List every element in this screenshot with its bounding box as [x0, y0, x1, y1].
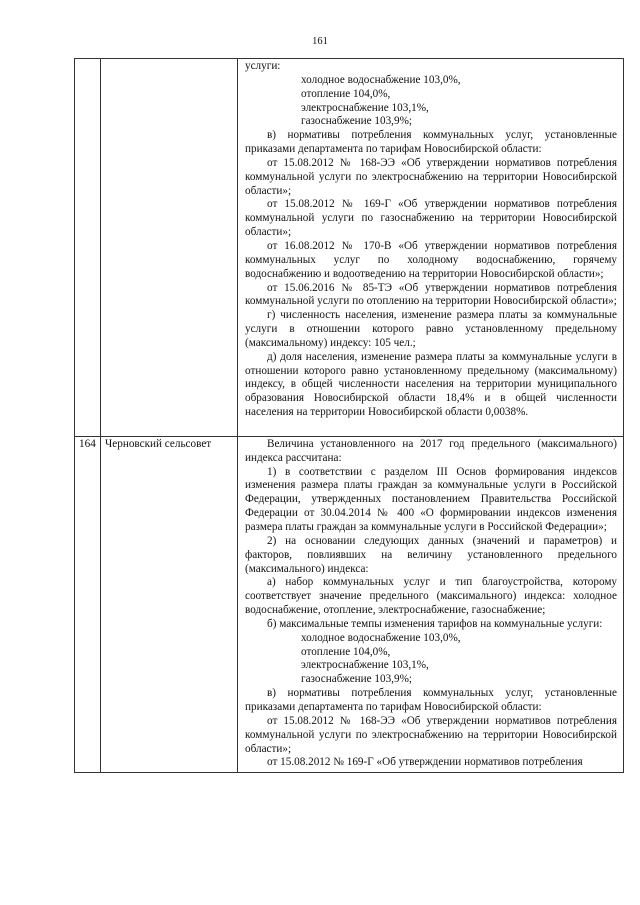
table-row — [75, 59, 624, 437]
paragraph: от 15.08.2012 № 168-ЭЭ «Об утверждении нормативов потребления коммунальной услуги по электроснабжению на территории Новосибирской области»; — [245, 156, 617, 197]
paragraph: от 15.06.2016 № 85-ТЭ «Об утверждении нормативов потребления коммунальной услуги по отоплению на территории Новосибирской области»; — [245, 281, 617, 308]
paragraph: в) нормативы потребления коммунальных услуг, установленные приказами департамента по тарифам Новосибирской области: — [245, 129, 617, 156]
row-number-cell — [75, 436, 101, 772]
paragraph: электроснабжение 103,1%, — [301, 101, 429, 114]
paragraph: холодное водоснабжение 103,0%, — [301, 73, 461, 86]
row-content-cell — [238, 436, 624, 772]
paragraph: 1) в соответствии с разделом III Основ формирования индексов изменения размера платы граждан за коммунальные услуги в Российской Федерации, утвержденных постановлением Правительства Российской Федерации от 30.04.2014 № 400 «О формировании индексов изменения размера платы граждан за коммунальные услуги в Российской Федерации»; — [245, 465, 617, 533]
row-name-cell — [101, 436, 238, 772]
cell-text — [238, 59, 623, 422]
paragraph: Величина установленного на 2017 год предельного (максимального) индекса рассчитана: — [245, 437, 617, 464]
cell-text — [238, 437, 623, 772]
row-number: 164 — [79, 437, 96, 450]
paragraph: б) максимальные темпы изменения тарифов на коммунальные услуги: — [267, 617, 603, 630]
paragraph: отопление 104,0%, — [301, 645, 391, 658]
paragraph: от 15.08.2012 № 169-Г «Об утверждении нормативов потребления — [267, 756, 583, 769]
paragraph: от 15.08.2012 № 169-Г «Об утверждении нормативов потребления коммунальной услуги по газоснабжению на территории Новосибирской области»; — [245, 198, 617, 239]
paragraph: д) доля населения, изменение размера платы за коммунальные услуги в отношении которого равно установленному предельному (максимальному) индексу, в общей численности населения на территории муниципального образования Новосибирской области 18,4% и в общей численности населения на территории Новосибирской области 0,0038%. — [245, 350, 617, 419]
paragraph: от 16.08.2012 № 170-В «Об утверждении нормативов потребления коммунальных услуг по холодному водоснабжению, горячему водоснабжению и водоотведению на территории Новосибирской области»; — [245, 239, 617, 280]
paragraph: услуги: — [245, 60, 281, 72]
paragraph: газоснабжение 103,9%; — [301, 673, 412, 686]
municipality-name: Черновский сельсовет — [105, 437, 212, 450]
document-table — [74, 58, 624, 773]
row-name-cell — [101, 59, 238, 437]
paragraph: электроснабжение 103,1%, — [301, 659, 429, 672]
paragraph: в) нормативы потребления коммунальных услуг, установленные приказами департамента по тарифам Новосибирской области: — [245, 687, 617, 713]
page-number: 161 — [312, 36, 328, 47]
paragraph: отопление 104,0%, — [301, 87, 391, 100]
paragraph: г) численность населения, изменение размера платы за коммунальные услуги в отношении которого равно установленному предельному (максимальному) индексу: 105 чел.; — [245, 309, 617, 349]
paragraph: а) набор коммунальных услуг и тип благоустройства, которому соответствует значение предельного (максимального) индекса: холодное водоснабжение, отопление, электроснабжение, газоснабжение; — [245, 576, 617, 617]
paragraph: холодное водоснабжение 103,0%, — [301, 631, 461, 644]
row-content-cell — [238, 59, 624, 437]
paragraph: от 15.08.2012 № 168-ЭЭ «Об утверждении нормативов потребления коммунальной услуги по электроснабжению на территории Новосибирской области»; — [245, 714, 617, 755]
table-row — [75, 436, 624, 772]
row-number-cell — [75, 59, 101, 437]
paragraph: 2) на основании следующих данных (значений и параметров) и факторов, повлиявших на величину установленного предельного (максимального) индекса: — [245, 534, 617, 575]
paragraph: газоснабжение 103,9%; — [301, 115, 412, 128]
